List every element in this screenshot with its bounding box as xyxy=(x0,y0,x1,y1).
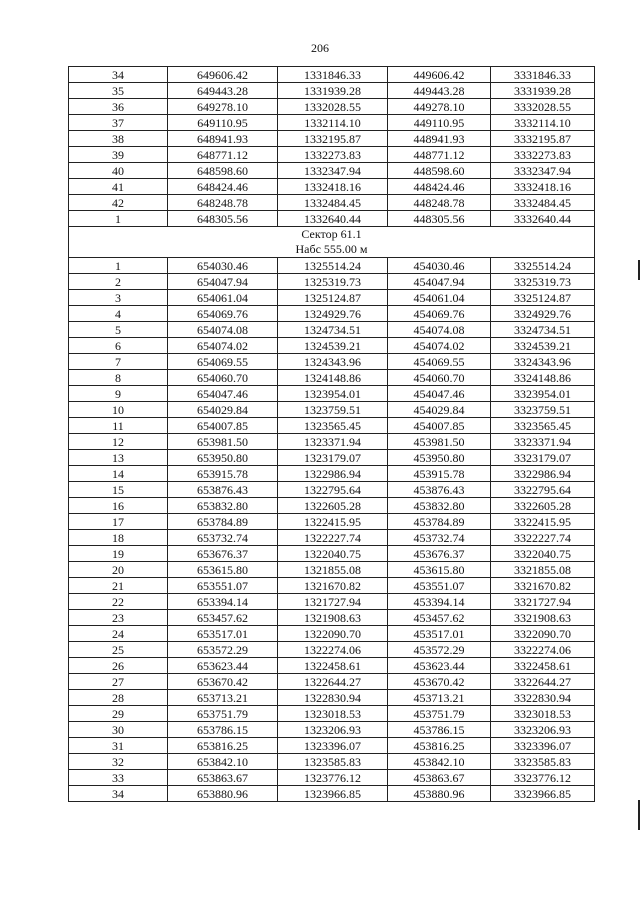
point-number-cell: 31 xyxy=(69,738,168,754)
table-row xyxy=(69,370,595,386)
y-local-cell: 3323565.45 xyxy=(491,418,595,434)
table-body-before-sector xyxy=(69,67,595,227)
x-local-cell: 454007.85 xyxy=(388,418,491,434)
y-local-cell: 3324929.76 xyxy=(491,306,595,322)
y-local-cell: 3332114.10 xyxy=(491,115,595,131)
y-local-cell: 3323966.85 xyxy=(491,786,595,802)
x-local-cell: 453842.10 xyxy=(388,754,491,770)
x-coord-cell: 654047.46 xyxy=(168,386,278,402)
x-local-cell: 448941.93 xyxy=(388,131,491,147)
x-local-cell: 453981.50 xyxy=(388,434,491,450)
x-coord-cell: 653551.07 xyxy=(168,578,278,594)
x-local-cell: 454069.76 xyxy=(388,306,491,322)
x-local-cell: 453394.14 xyxy=(388,594,491,610)
x-local-cell: 454047.46 xyxy=(388,386,491,402)
point-number-cell: 1 xyxy=(69,211,168,227)
x-coord-cell: 648424.46 xyxy=(168,179,278,195)
y-coord-cell: 1323179.07 xyxy=(278,450,388,466)
y-local-cell: 3332273.83 xyxy=(491,147,595,163)
x-coord-cell: 654074.02 xyxy=(168,338,278,354)
x-coord-cell: 654074.08 xyxy=(168,322,278,338)
x-coord-cell: 654047.94 xyxy=(168,274,278,290)
table-row xyxy=(69,338,595,354)
y-local-cell: 3332347.94 xyxy=(491,163,595,179)
table-row xyxy=(69,99,595,115)
x-local-cell: 448771.12 xyxy=(388,147,491,163)
table-row xyxy=(69,626,595,642)
x-coord-cell: 649110.95 xyxy=(168,115,278,131)
table-row xyxy=(69,690,595,706)
x-coord-cell: 648598.60 xyxy=(168,163,278,179)
y-local-cell: 3322415.95 xyxy=(491,514,595,530)
y-coord-cell: 1323585.83 xyxy=(278,754,388,770)
table-row xyxy=(69,786,595,802)
point-number-cell: 19 xyxy=(69,546,168,562)
x-coord-cell: 649278.10 xyxy=(168,99,278,115)
x-coord-cell: 648305.56 xyxy=(168,211,278,227)
point-number-cell: 33 xyxy=(69,770,168,786)
x-local-cell: 453784.89 xyxy=(388,514,491,530)
x-coord-cell: 653981.50 xyxy=(168,434,278,450)
table-row xyxy=(69,163,595,179)
x-coord-cell: 654060.70 xyxy=(168,370,278,386)
x-coord-cell: 654061.04 xyxy=(168,290,278,306)
point-number-cell: 35 xyxy=(69,83,168,99)
y-coord-cell: 1332640.44 xyxy=(278,211,388,227)
point-number-cell: 37 xyxy=(69,115,168,131)
y-local-cell: 3321727.94 xyxy=(491,594,595,610)
table-row xyxy=(69,514,595,530)
y-local-cell: 3323396.07 xyxy=(491,738,595,754)
sector-header-row xyxy=(69,227,595,258)
y-coord-cell: 1322090.70 xyxy=(278,626,388,642)
y-coord-cell: 1323759.51 xyxy=(278,402,388,418)
y-coord-cell: 1324734.51 xyxy=(278,322,388,338)
point-number-cell: 27 xyxy=(69,674,168,690)
y-coord-cell: 1331939.28 xyxy=(278,83,388,99)
y-local-cell: 3323371.94 xyxy=(491,434,595,450)
point-number-cell: 15 xyxy=(69,482,168,498)
x-coord-cell: 654029.84 xyxy=(168,402,278,418)
y-local-cell: 3322274.06 xyxy=(491,642,595,658)
y-coord-cell: 1323018.53 xyxy=(278,706,388,722)
y-local-cell: 3322458.61 xyxy=(491,658,595,674)
x-coord-cell: 653732.74 xyxy=(168,530,278,546)
x-local-cell: 449110.95 xyxy=(388,115,491,131)
y-local-cell: 3322040.75 xyxy=(491,546,595,562)
y-local-cell: 3323179.07 xyxy=(491,450,595,466)
point-number-cell: 10 xyxy=(69,402,168,418)
y-coord-cell: 1323776.12 xyxy=(278,770,388,786)
x-local-cell: 454029.84 xyxy=(388,402,491,418)
x-local-cell: 448598.60 xyxy=(388,163,491,179)
point-number-cell: 34 xyxy=(69,67,168,83)
sector-header-group xyxy=(69,227,595,258)
y-local-cell: 3322644.27 xyxy=(491,674,595,690)
point-number-cell: 34 xyxy=(69,786,168,802)
y-coord-cell: 1332114.10 xyxy=(278,115,388,131)
y-local-cell: 3325319.73 xyxy=(491,274,595,290)
x-local-cell: 453816.25 xyxy=(388,738,491,754)
y-coord-cell: 1325319.73 xyxy=(278,274,388,290)
table-row xyxy=(69,450,595,466)
y-coord-cell: 1324343.96 xyxy=(278,354,388,370)
table-row xyxy=(69,258,595,274)
point-number-cell: 18 xyxy=(69,530,168,546)
point-number-cell: 7 xyxy=(69,354,168,370)
y-local-cell: 3321670.82 xyxy=(491,578,595,594)
x-local-cell: 454060.70 xyxy=(388,370,491,386)
table-row xyxy=(69,754,595,770)
point-number-cell: 42 xyxy=(69,195,168,211)
sector-header-cell xyxy=(69,227,595,258)
y-coord-cell: 1321908.63 xyxy=(278,610,388,626)
table-row xyxy=(69,83,595,99)
point-number-cell: 5 xyxy=(69,322,168,338)
table-row xyxy=(69,354,595,370)
y-local-cell: 3332195.87 xyxy=(491,131,595,147)
y-coord-cell: 1332484.45 xyxy=(278,195,388,211)
y-local-cell: 3324148.86 xyxy=(491,370,595,386)
x-coord-cell: 649443.28 xyxy=(168,83,278,99)
point-number-cell: 4 xyxy=(69,306,168,322)
point-number-cell: 38 xyxy=(69,131,168,147)
point-number-cell: 32 xyxy=(69,754,168,770)
x-local-cell: 449606.42 xyxy=(388,67,491,83)
y-local-cell: 3321855.08 xyxy=(491,562,595,578)
y-coord-cell: 1331846.33 xyxy=(278,67,388,83)
table-row xyxy=(69,386,595,402)
y-coord-cell: 1323966.85 xyxy=(278,786,388,802)
table-row xyxy=(69,738,595,754)
point-number-cell: 21 xyxy=(69,578,168,594)
point-number-cell: 24 xyxy=(69,626,168,642)
x-local-cell: 454030.46 xyxy=(388,258,491,274)
x-coord-cell: 653950.80 xyxy=(168,450,278,466)
y-coord-cell: 1323371.94 xyxy=(278,434,388,450)
y-coord-cell: 1323565.45 xyxy=(278,418,388,434)
y-local-cell: 3331939.28 xyxy=(491,83,595,99)
x-local-cell: 453751.79 xyxy=(388,706,491,722)
table-row xyxy=(69,562,595,578)
table-row xyxy=(69,402,595,418)
table-row xyxy=(69,610,595,626)
point-number-cell: 1 xyxy=(69,258,168,274)
x-coord-cell: 653615.80 xyxy=(168,562,278,578)
y-local-cell: 3324343.96 xyxy=(491,354,595,370)
x-coord-cell: 653623.44 xyxy=(168,658,278,674)
point-number-cell: 16 xyxy=(69,498,168,514)
y-local-cell: 3332484.45 xyxy=(491,195,595,211)
x-coord-cell: 653816.25 xyxy=(168,738,278,754)
y-coord-cell: 1332273.83 xyxy=(278,147,388,163)
x-local-cell: 453551.07 xyxy=(388,578,491,594)
point-number-cell: 9 xyxy=(69,386,168,402)
table-row xyxy=(69,578,595,594)
y-local-cell: 3323759.51 xyxy=(491,402,595,418)
y-local-cell: 3331846.33 xyxy=(491,67,595,83)
x-local-cell: 449443.28 xyxy=(388,83,491,99)
y-local-cell: 3323018.53 xyxy=(491,706,595,722)
point-number-cell: 22 xyxy=(69,594,168,610)
y-local-cell: 3322227.74 xyxy=(491,530,595,546)
y-coord-cell: 1324148.86 xyxy=(278,370,388,386)
table-row xyxy=(69,306,595,322)
x-local-cell: 454074.02 xyxy=(388,338,491,354)
y-local-cell: 3323206.93 xyxy=(491,722,595,738)
x-coord-cell: 648941.93 xyxy=(168,131,278,147)
x-local-cell: 453457.62 xyxy=(388,610,491,626)
point-number-cell: 2 xyxy=(69,274,168,290)
point-number-cell: 39 xyxy=(69,147,168,163)
point-number-cell: 3 xyxy=(69,290,168,306)
table-row xyxy=(69,546,595,562)
x-local-cell: 453676.37 xyxy=(388,546,491,562)
y-coord-cell: 1321855.08 xyxy=(278,562,388,578)
point-number-cell: 25 xyxy=(69,642,168,658)
x-coord-cell: 653842.10 xyxy=(168,754,278,770)
y-coord-cell: 1321670.82 xyxy=(278,578,388,594)
y-coord-cell: 1322227.74 xyxy=(278,530,388,546)
point-number-cell: 11 xyxy=(69,418,168,434)
table-row xyxy=(69,642,595,658)
y-local-cell: 3322605.28 xyxy=(491,498,595,514)
x-local-cell: 453832.80 xyxy=(388,498,491,514)
x-local-cell: 448305.56 xyxy=(388,211,491,227)
x-local-cell: 454047.94 xyxy=(388,274,491,290)
x-coord-cell: 654030.46 xyxy=(168,258,278,274)
y-coord-cell: 1322830.94 xyxy=(278,690,388,706)
table-row xyxy=(69,322,595,338)
y-coord-cell: 1323954.01 xyxy=(278,386,388,402)
x-local-cell: 453786.15 xyxy=(388,722,491,738)
y-coord-cell: 1332028.55 xyxy=(278,99,388,115)
x-local-cell: 453670.42 xyxy=(388,674,491,690)
y-local-cell: 3332418.16 xyxy=(491,179,595,195)
x-local-cell: 453572.29 xyxy=(388,642,491,658)
x-coord-cell: 653517.01 xyxy=(168,626,278,642)
point-number-cell: 36 xyxy=(69,99,168,115)
x-coord-cell: 653457.62 xyxy=(168,610,278,626)
y-local-cell: 3332028.55 xyxy=(491,99,595,115)
x-coord-cell: 653832.80 xyxy=(168,498,278,514)
point-number-cell: 8 xyxy=(69,370,168,386)
y-coord-cell: 1324539.21 xyxy=(278,338,388,354)
y-coord-cell: 1323206.93 xyxy=(278,722,388,738)
x-coord-cell: 653751.79 xyxy=(168,706,278,722)
x-local-cell: 448248.78 xyxy=(388,195,491,211)
y-coord-cell: 1324929.76 xyxy=(278,306,388,322)
point-number-cell: 17 xyxy=(69,514,168,530)
y-coord-cell: 1321727.94 xyxy=(278,594,388,610)
table-row xyxy=(69,147,595,163)
x-coord-cell: 653863.67 xyxy=(168,770,278,786)
y-local-cell: 3322986.94 xyxy=(491,466,595,482)
x-coord-cell: 648248.78 xyxy=(168,195,278,211)
x-coord-cell: 648771.12 xyxy=(168,147,278,163)
table-row xyxy=(69,530,595,546)
table-row xyxy=(69,482,595,498)
table-row xyxy=(69,706,595,722)
table-row xyxy=(69,674,595,690)
table-row xyxy=(69,131,595,147)
y-coord-cell: 1322644.27 xyxy=(278,674,388,690)
table-row xyxy=(69,498,595,514)
y-local-cell: 3323776.12 xyxy=(491,770,595,786)
table-row xyxy=(69,290,595,306)
y-local-cell: 3325124.87 xyxy=(491,290,595,306)
table-row xyxy=(69,418,595,434)
x-local-cell: 453623.44 xyxy=(388,658,491,674)
x-local-cell: 453950.80 xyxy=(388,450,491,466)
x-local-cell: 449278.10 xyxy=(388,99,491,115)
x-local-cell: 453615.80 xyxy=(388,562,491,578)
table-row xyxy=(69,722,595,738)
y-local-cell: 3324734.51 xyxy=(491,322,595,338)
x-local-cell: 448424.46 xyxy=(388,179,491,195)
point-number-cell: 13 xyxy=(69,450,168,466)
x-local-cell: 453876.43 xyxy=(388,482,491,498)
y-local-cell: 3324539.21 xyxy=(491,338,595,354)
x-local-cell: 453915.78 xyxy=(388,466,491,482)
y-local-cell: 3322830.94 xyxy=(491,690,595,706)
point-number-cell: 12 xyxy=(69,434,168,450)
x-coord-cell: 653572.29 xyxy=(168,642,278,658)
point-number-cell: 40 xyxy=(69,163,168,179)
coordinates-table xyxy=(68,66,595,802)
table-row xyxy=(69,274,595,290)
x-coord-cell: 654069.55 xyxy=(168,354,278,370)
table-row xyxy=(69,179,595,195)
table-row xyxy=(69,115,595,131)
y-coord-cell: 1322040.75 xyxy=(278,546,388,562)
x-coord-cell: 653786.15 xyxy=(168,722,278,738)
y-local-cell: 3332640.44 xyxy=(491,211,595,227)
point-number-cell: 6 xyxy=(69,338,168,354)
x-coord-cell: 649606.42 xyxy=(168,67,278,83)
point-number-cell: 23 xyxy=(69,610,168,626)
x-coord-cell: 653670.42 xyxy=(168,674,278,690)
point-number-cell: 28 xyxy=(69,690,168,706)
point-number-cell: 41 xyxy=(69,179,168,195)
table-row xyxy=(69,195,595,211)
table-row xyxy=(69,67,595,83)
y-coord-cell: 1332347.94 xyxy=(278,163,388,179)
x-coord-cell: 653876.43 xyxy=(168,482,278,498)
x-local-cell: 454061.04 xyxy=(388,290,491,306)
table-row xyxy=(69,658,595,674)
y-local-cell: 3322795.64 xyxy=(491,482,595,498)
x-local-cell: 453517.01 xyxy=(388,626,491,642)
x-coord-cell: 653784.89 xyxy=(168,514,278,530)
y-coord-cell: 1332195.87 xyxy=(278,131,388,147)
x-coord-cell: 653713.21 xyxy=(168,690,278,706)
sector-title: Сектор 61.1 xyxy=(301,227,362,241)
y-coord-cell: 1322415.95 xyxy=(278,514,388,530)
x-coord-cell: 653394.14 xyxy=(168,594,278,610)
x-coord-cell: 653915.78 xyxy=(168,466,278,482)
table-row xyxy=(69,211,595,227)
y-coord-cell: 1322986.94 xyxy=(278,466,388,482)
y-coord-cell: 1322458.61 xyxy=(278,658,388,674)
point-number-cell: 29 xyxy=(69,706,168,722)
point-number-cell: 30 xyxy=(69,722,168,738)
y-coord-cell: 1322274.06 xyxy=(278,642,388,658)
table-row xyxy=(69,770,595,786)
x-local-cell: 453863.67 xyxy=(388,770,491,786)
y-local-cell: 3325514.24 xyxy=(491,258,595,274)
point-number-cell: 14 xyxy=(69,466,168,482)
y-coord-cell: 1322795.64 xyxy=(278,482,388,498)
x-local-cell: 453732.74 xyxy=(388,530,491,546)
y-local-cell: 3322090.70 xyxy=(491,626,595,642)
x-coord-cell: 653880.96 xyxy=(168,786,278,802)
x-coord-cell: 653676.37 xyxy=(168,546,278,562)
x-local-cell: 454074.08 xyxy=(388,322,491,338)
x-local-cell: 453880.96 xyxy=(388,786,491,802)
y-coord-cell: 1322605.28 xyxy=(278,498,388,514)
x-coord-cell: 654069.76 xyxy=(168,306,278,322)
y-coord-cell: 1325514.24 xyxy=(278,258,388,274)
y-coord-cell: 1325124.87 xyxy=(278,290,388,306)
table-row xyxy=(69,434,595,450)
table-row xyxy=(69,466,595,482)
x-coord-cell: 654007.85 xyxy=(168,418,278,434)
sector-height: Набс 555.00 м xyxy=(295,242,368,256)
y-coord-cell: 1323396.07 xyxy=(278,738,388,754)
y-local-cell: 3321908.63 xyxy=(491,610,595,626)
y-local-cell: 3323585.83 xyxy=(491,754,595,770)
y-coord-cell: 1332418.16 xyxy=(278,179,388,195)
table-body-after-sector xyxy=(69,258,595,802)
point-number-cell: 26 xyxy=(69,658,168,674)
x-local-cell: 453713.21 xyxy=(388,690,491,706)
y-local-cell: 3323954.01 xyxy=(491,386,595,402)
x-local-cell: 454069.55 xyxy=(388,354,491,370)
point-number-cell: 20 xyxy=(69,562,168,578)
table-row xyxy=(69,594,595,610)
page-number: 206 xyxy=(311,41,329,55)
